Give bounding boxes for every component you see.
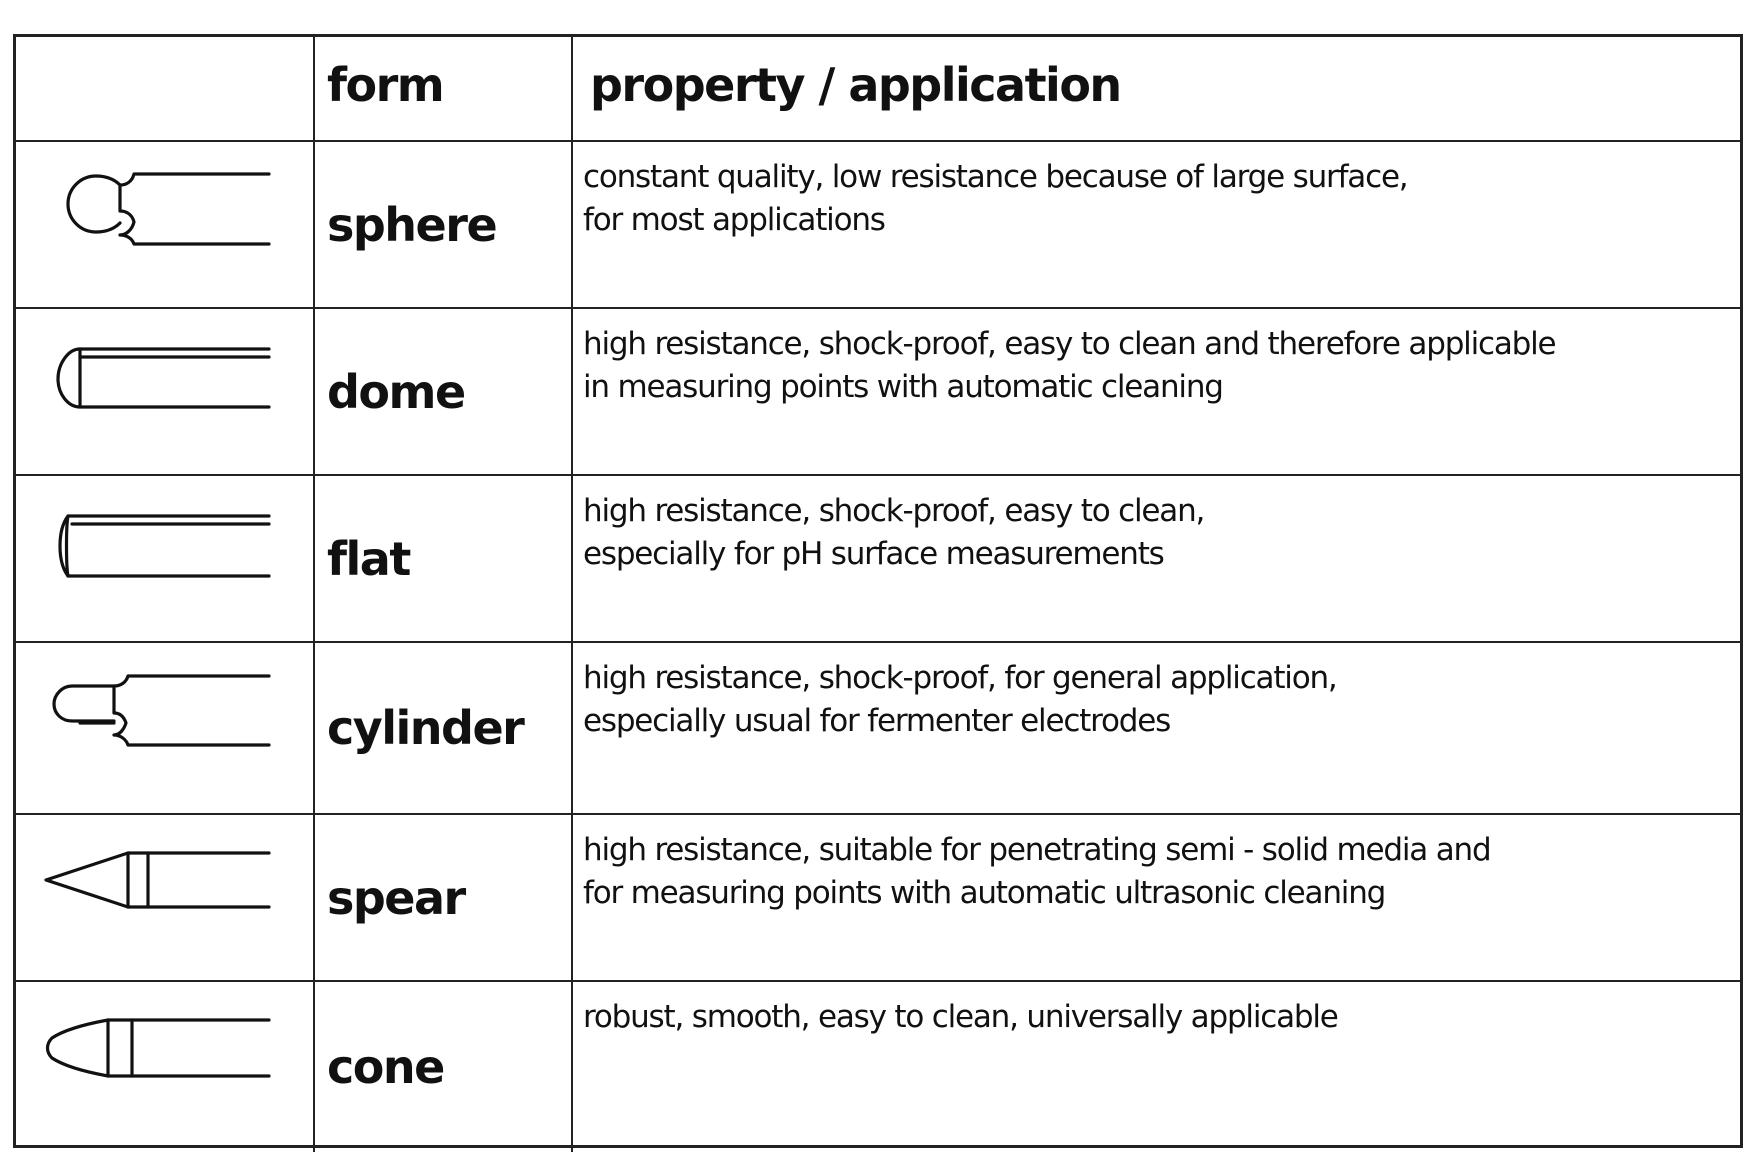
form-name: spear (314, 814, 572, 981)
description-line: high resistance, shock-proof, for general application, (583, 660, 1337, 696)
description-line: constant quality, low resistance because of large surface, (583, 159, 1408, 195)
icon-cell (16, 981, 314, 1152)
property-description (572, 308, 1740, 475)
cylinder-tip-icon (16, 643, 314, 813)
form-name: sphere (314, 141, 572, 308)
sphere-tip-icon (16, 142, 314, 307)
table-row (16, 308, 1740, 475)
property-description (572, 814, 1740, 981)
description-line: for measuring points with automatic ultrasonic cleaning (583, 875, 1386, 911)
description-line: especially for pH surface measurements (583, 536, 1164, 572)
description-line: in measuring points with automatic cleaning (583, 369, 1223, 405)
header-form: form (314, 37, 572, 141)
property-description (572, 475, 1740, 642)
icon-cell (16, 475, 314, 642)
table-row (16, 981, 1740, 1152)
icon-cell (16, 308, 314, 475)
table-row (16, 642, 1740, 814)
icon-cell (16, 141, 314, 308)
property-description (572, 981, 1740, 1152)
icon-cell (16, 642, 314, 814)
description-line: especially usual for fermenter electrodes (583, 703, 1171, 739)
cone-tip-icon (16, 982, 314, 1152)
spear-tip-icon (16, 815, 314, 980)
table-header-row (16, 37, 1740, 141)
description-line: for most applications (583, 202, 885, 238)
description-line: high resistance, suitable for penetrating semi - solid media and (583, 832, 1491, 868)
header-icon-cell (16, 37, 314, 141)
form-name: cylinder (314, 642, 572, 814)
header-property-application: property / application (572, 37, 1740, 141)
form-name: flat (314, 475, 572, 642)
description-line: robust, smooth, easy to clean, universally applicable (583, 999, 1338, 1035)
description-line: high resistance, shock-proof, easy to clean and therefore applicable (583, 326, 1556, 362)
form-name: cone (314, 981, 572, 1152)
electrode-forms-table (13, 34, 1743, 1148)
property-description (572, 141, 1740, 308)
description-line: high resistance, shock-proof, easy to clean, (583, 493, 1205, 529)
icon-cell (16, 814, 314, 981)
forms-table (16, 37, 1740, 1152)
property-description (572, 642, 1740, 814)
table-row (16, 814, 1740, 981)
form-name: dome (314, 308, 572, 475)
flat-tip-icon (16, 476, 314, 641)
table-row (16, 141, 1740, 308)
table-row (16, 475, 1740, 642)
dome-tip-icon (16, 309, 314, 474)
